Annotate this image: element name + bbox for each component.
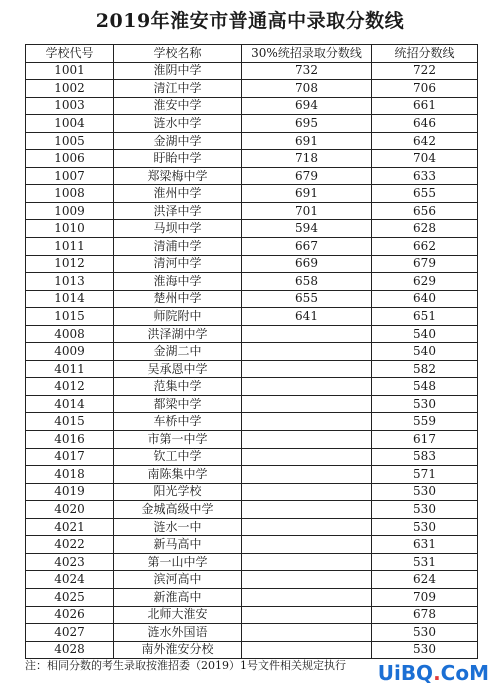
cell-school-name: 洪泽中学 xyxy=(114,202,242,220)
table-row xyxy=(26,413,478,431)
cell-school-code: 1002 xyxy=(26,80,114,98)
table-row xyxy=(26,62,478,80)
cell-unified-score: 646 xyxy=(372,115,478,133)
cell-unified-score: 530 xyxy=(372,501,478,519)
table-row xyxy=(26,167,478,185)
cell-school-code: 4021 xyxy=(26,518,114,536)
cell-unified-score: 548 xyxy=(372,378,478,396)
cell-school-name: 淮安中学 xyxy=(114,97,242,115)
cell-school-name: 郑梁梅中学 xyxy=(114,167,242,185)
cell-unified-score: 655 xyxy=(372,185,478,203)
cell-school-code: 4015 xyxy=(26,413,114,431)
cell-30pct-score xyxy=(242,536,372,554)
cell-30pct-score xyxy=(242,448,372,466)
cell-unified-score: 633 xyxy=(372,167,478,185)
cell-unified-score: 651 xyxy=(372,308,478,326)
header-30pct-score: 30%统招录取分数线 xyxy=(242,45,372,63)
cell-school-code: 1004 xyxy=(26,115,114,133)
cell-school-code: 1008 xyxy=(26,185,114,203)
table-row xyxy=(26,343,478,361)
cell-30pct-score: 718 xyxy=(242,150,372,168)
table-row xyxy=(26,536,478,554)
cell-30pct-score xyxy=(242,483,372,501)
cell-unified-score: 583 xyxy=(372,448,478,466)
cell-school-code: 1015 xyxy=(26,308,114,326)
cell-school-code: 1006 xyxy=(26,150,114,168)
table-row xyxy=(26,501,478,519)
cell-30pct-score xyxy=(242,606,372,624)
cell-unified-score: 530 xyxy=(372,518,478,536)
cell-school-name: 钦工中学 xyxy=(114,448,242,466)
table-row xyxy=(26,588,478,606)
cell-30pct-score xyxy=(242,343,372,361)
table-row xyxy=(26,466,478,484)
cell-school-name: 涟水中学 xyxy=(114,115,242,133)
cell-unified-score: 530 xyxy=(372,624,478,642)
cell-school-name: 金湖中学 xyxy=(114,132,242,150)
table-row xyxy=(26,518,478,536)
cell-school-name: 都梁中学 xyxy=(114,395,242,413)
table-row xyxy=(26,80,478,98)
cell-unified-score: 678 xyxy=(372,606,478,624)
cell-school-code: 1012 xyxy=(26,255,114,273)
cell-unified-score: 642 xyxy=(372,132,478,150)
table-row xyxy=(26,290,478,308)
cell-school-name: 新马高中 xyxy=(114,536,242,554)
cell-30pct-score: 691 xyxy=(242,132,372,150)
cell-30pct-score: 667 xyxy=(242,238,372,256)
table-row xyxy=(26,325,478,343)
table-row xyxy=(26,273,478,291)
cell-school-code: 1013 xyxy=(26,273,114,291)
cell-school-name: 淮海中学 xyxy=(114,273,242,291)
cell-school-name: 清浦中学 xyxy=(114,238,242,256)
cell-30pct-score: 594 xyxy=(242,220,372,238)
cell-30pct-score xyxy=(242,501,372,519)
cell-30pct-score: 691 xyxy=(242,185,372,203)
cell-30pct-score: 679 xyxy=(242,167,372,185)
cell-unified-score: 629 xyxy=(372,273,478,291)
cell-unified-score: 709 xyxy=(372,588,478,606)
cell-school-name: 南外淮安分校 xyxy=(114,641,242,659)
cell-school-name: 金城高级中学 xyxy=(114,501,242,519)
cell-school-name: 盱眙中学 xyxy=(114,150,242,168)
cell-school-code: 4024 xyxy=(26,571,114,589)
cell-unified-score: 582 xyxy=(372,360,478,378)
cell-30pct-score: 694 xyxy=(242,97,372,115)
cell-school-code: 4014 xyxy=(26,395,114,413)
table-row xyxy=(26,238,478,256)
cell-unified-score: 656 xyxy=(372,202,478,220)
cell-school-name: 北师大淮安 xyxy=(114,606,242,624)
cell-school-name: 淮州中学 xyxy=(114,185,242,203)
cell-school-name: 市第一中学 xyxy=(114,431,242,449)
cell-30pct-score: 695 xyxy=(242,115,372,133)
table-row xyxy=(26,378,478,396)
cell-school-code: 4019 xyxy=(26,483,114,501)
table-row xyxy=(26,624,478,642)
table-header-row xyxy=(26,45,478,63)
cell-unified-score: 617 xyxy=(372,431,478,449)
cell-school-name: 滨河高中 xyxy=(114,571,242,589)
table-row xyxy=(26,553,478,571)
cell-school-code: 4023 xyxy=(26,553,114,571)
cell-unified-score: 661 xyxy=(372,97,478,115)
cell-school-code: 1007 xyxy=(26,167,114,185)
table-row xyxy=(26,115,478,133)
cell-30pct-score: 658 xyxy=(242,273,372,291)
cell-school-code: 4026 xyxy=(26,606,114,624)
cell-school-code: 1014 xyxy=(26,290,114,308)
cell-30pct-score xyxy=(242,466,372,484)
cell-school-name: 洪泽湖中学 xyxy=(114,325,242,343)
cell-30pct-score: 732 xyxy=(242,62,372,80)
cell-school-name: 涟水外国语 xyxy=(114,624,242,642)
cell-30pct-score xyxy=(242,553,372,571)
cell-30pct-score: 669 xyxy=(242,255,372,273)
cell-unified-score: 559 xyxy=(372,413,478,431)
cell-school-code: 1009 xyxy=(26,202,114,220)
table-row xyxy=(26,150,478,168)
page-title: 2019年淮安市普通高中录取分数线 xyxy=(95,10,405,32)
cell-unified-score: 628 xyxy=(372,220,478,238)
table-row xyxy=(26,606,478,624)
watermark-text-2: CoM xyxy=(440,661,489,685)
cell-school-code: 1011 xyxy=(26,238,114,256)
cell-school-code: 1001 xyxy=(26,62,114,80)
cell-unified-score: 530 xyxy=(372,641,478,659)
cell-school-code: 1010 xyxy=(26,220,114,238)
cell-unified-score: 679 xyxy=(372,255,478,273)
table-row xyxy=(26,448,478,466)
cell-unified-score: 624 xyxy=(372,571,478,589)
header-school-name: 学校名称 xyxy=(114,45,242,63)
cell-school-code: 4020 xyxy=(26,501,114,519)
cell-unified-score: 640 xyxy=(372,290,478,308)
cell-school-name: 马坝中学 xyxy=(114,220,242,238)
cell-school-code: 4008 xyxy=(26,325,114,343)
cell-school-name: 车桥中学 xyxy=(114,413,242,431)
cell-school-code: 1005 xyxy=(26,132,114,150)
cell-30pct-score: 655 xyxy=(242,290,372,308)
cell-30pct-score xyxy=(242,624,372,642)
cell-30pct-score xyxy=(242,325,372,343)
cell-30pct-score xyxy=(242,378,372,396)
cell-school-name: 清江中学 xyxy=(114,80,242,98)
cell-30pct-score xyxy=(242,413,372,431)
cell-unified-score: 530 xyxy=(372,395,478,413)
cell-school-code: 4016 xyxy=(26,431,114,449)
cell-school-name: 楚州中学 xyxy=(114,290,242,308)
cell-unified-score: 631 xyxy=(372,536,478,554)
table-row xyxy=(26,431,478,449)
cell-school-code: 4018 xyxy=(26,466,114,484)
table-row xyxy=(26,202,478,220)
cell-30pct-score xyxy=(242,518,372,536)
table-row xyxy=(26,395,478,413)
table-row xyxy=(26,483,478,501)
watermark-dot: . xyxy=(433,661,441,685)
cell-school-name: 涟水一中 xyxy=(114,518,242,536)
table-row xyxy=(26,97,478,115)
cell-school-name: 师院附中 xyxy=(114,308,242,326)
cell-30pct-score xyxy=(242,588,372,606)
cell-unified-score: 662 xyxy=(372,238,478,256)
cell-unified-score: 706 xyxy=(372,80,478,98)
cell-school-name: 阳光学校 xyxy=(114,483,242,501)
cell-school-name: 范集中学 xyxy=(114,378,242,396)
cell-unified-score: 571 xyxy=(372,466,478,484)
cell-unified-score: 540 xyxy=(372,343,478,361)
cell-school-code: 4022 xyxy=(26,536,114,554)
cell-30pct-score xyxy=(242,360,372,378)
cell-30pct-score xyxy=(242,395,372,413)
cell-30pct-score: 701 xyxy=(242,202,372,220)
cell-school-name: 第一山中学 xyxy=(114,553,242,571)
table-row xyxy=(26,185,478,203)
footnote: 注：相同分数的考生录取按淮招委（2019）1号文件相关规定执行 xyxy=(25,659,346,672)
cell-school-code: 1003 xyxy=(26,97,114,115)
cell-30pct-score xyxy=(242,571,372,589)
table-row xyxy=(26,641,478,659)
cell-school-code: 4017 xyxy=(26,448,114,466)
cell-school-code: 4028 xyxy=(26,641,114,659)
cell-unified-score: 722 xyxy=(372,62,478,80)
cell-school-name: 新淮高中 xyxy=(114,588,242,606)
cell-school-code: 4009 xyxy=(26,343,114,361)
cell-unified-score: 540 xyxy=(372,325,478,343)
cell-30pct-score xyxy=(242,641,372,659)
cell-school-name: 金湖二中 xyxy=(114,343,242,361)
cell-unified-score: 531 xyxy=(372,553,478,571)
cell-30pct-score: 708 xyxy=(242,80,372,98)
cell-school-name: 淮阴中学 xyxy=(114,62,242,80)
cell-school-name: 清河中学 xyxy=(114,255,242,273)
table-row xyxy=(26,132,478,150)
site-watermark xyxy=(375,661,492,685)
table-row xyxy=(26,360,478,378)
score-table xyxy=(25,44,478,659)
watermark-text-1: UiBQ xyxy=(377,661,434,685)
cell-school-code: 4011 xyxy=(26,360,114,378)
table-row xyxy=(26,308,478,326)
cell-school-name: 吴承恩中学 xyxy=(114,360,242,378)
cell-unified-score: 530 xyxy=(372,483,478,501)
cell-unified-score: 704 xyxy=(372,150,478,168)
cell-school-name: 南陈集中学 xyxy=(114,466,242,484)
table-row xyxy=(26,571,478,589)
cell-30pct-score xyxy=(242,431,372,449)
table-row xyxy=(26,220,478,238)
cell-school-code: 4025 xyxy=(26,588,114,606)
table-row xyxy=(26,255,478,273)
cell-30pct-score: 641 xyxy=(242,308,372,326)
header-unified-score: 统招分数线 xyxy=(372,45,478,63)
cell-school-code: 4027 xyxy=(26,624,114,642)
cell-school-code: 4012 xyxy=(26,378,114,396)
header-school-code: 学校代号 xyxy=(26,45,114,63)
